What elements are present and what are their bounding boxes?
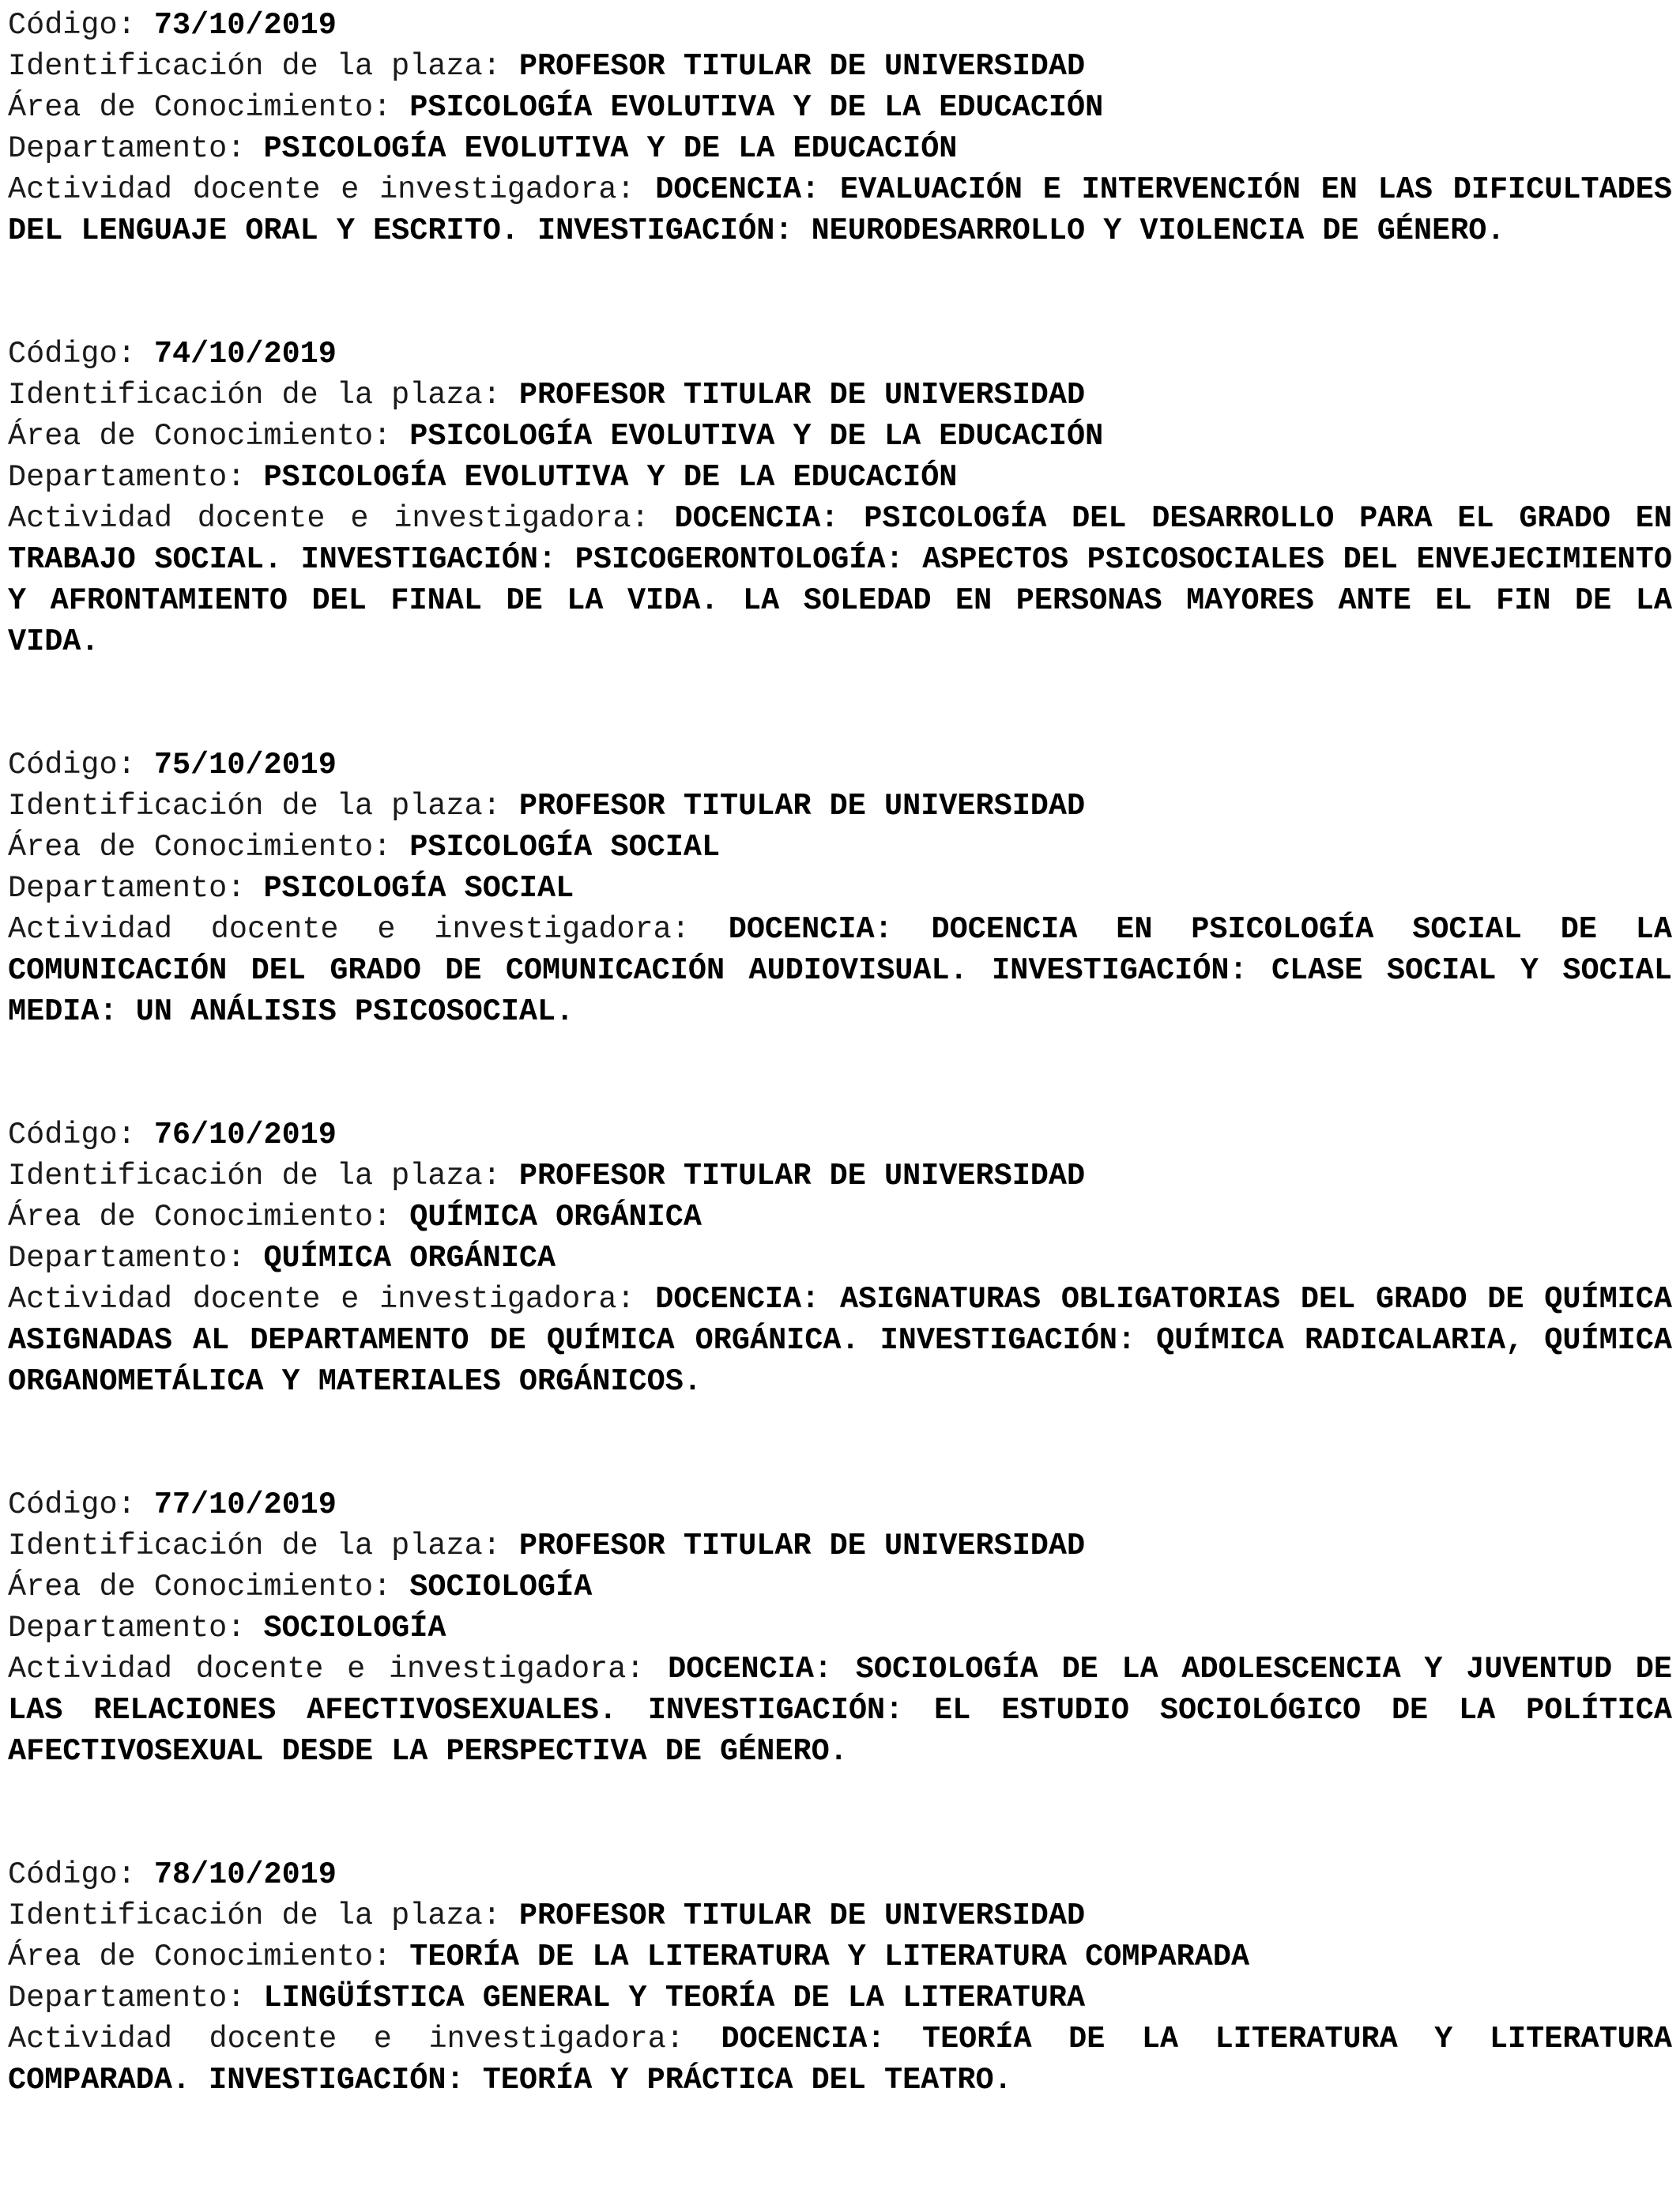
area-line bbox=[8, 87, 1672, 128]
position-entry bbox=[8, 334, 1672, 662]
actividad-line bbox=[8, 909, 1672, 1032]
codigo-label: Código: bbox=[8, 337, 154, 371]
area-line bbox=[8, 827, 1672, 868]
departamento-line bbox=[8, 128, 1672, 169]
identificacion-value: PROFESOR TITULAR DE UNIVERSIDAD bbox=[518, 789, 1086, 824]
departamento-line bbox=[8, 457, 1672, 498]
codigo-value: 77/10/2019 bbox=[153, 1487, 337, 1522]
identificacion-value: PROFESOR TITULAR DE UNIVERSIDAD bbox=[518, 1529, 1086, 1563]
document-body bbox=[8, 5, 1672, 2183]
identificacion-value: PROFESOR TITULAR DE UNIVERSIDAD bbox=[518, 49, 1086, 84]
codigo-label: Código: bbox=[8, 748, 154, 782]
codigo-label: Código: bbox=[8, 1118, 154, 1152]
codigo-value: 76/10/2019 bbox=[153, 1118, 337, 1152]
codigo-value: 75/10/2019 bbox=[153, 748, 337, 782]
departamento-label: Departamento: bbox=[8, 1611, 264, 1646]
position-entry bbox=[8, 1854, 1672, 2101]
codigo-label: Código: bbox=[8, 1857, 154, 1892]
area-value: SOCIOLOGÍA bbox=[409, 1570, 593, 1604]
codigo-value: 78/10/2019 bbox=[153, 1857, 337, 1892]
codigo-line bbox=[8, 745, 1672, 786]
area-label: Área de Conocimiento: bbox=[8, 419, 410, 454]
departamento-value: QUÍMICA ORGÁNICA bbox=[263, 1241, 556, 1276]
identificacion-value: PROFESOR TITULAR DE UNIVERSIDAD bbox=[518, 1159, 1086, 1193]
identificacion-value: PROFESOR TITULAR DE UNIVERSIDAD bbox=[518, 1898, 1086, 1933]
actividad-label: Actividad docente e investigadora: bbox=[8, 912, 729, 947]
identificacion-label: Identificación de la plaza: bbox=[8, 378, 519, 413]
actividad-value: DOCENCIA: TEORÍA DE LA LITERATURA Y LITERATURA COMPARADA. INVESTIGACIÓN: TEORÍA Y PRÁCTICA DEL TEATRO. bbox=[8, 2022, 1672, 2098]
identificacion-line bbox=[8, 1155, 1672, 1197]
departamento-value: PSICOLOGÍA EVOLUTIVA Y DE LA EDUCACIÓN bbox=[263, 131, 958, 166]
area-label: Área de Conocimiento: bbox=[8, 830, 410, 865]
codigo-value: 74/10/2019 bbox=[153, 337, 337, 371]
area-line bbox=[8, 1197, 1672, 1238]
identificacion-value: PROFESOR TITULAR DE UNIVERSIDAD bbox=[518, 378, 1086, 413]
position-entry bbox=[8, 1114, 1672, 1402]
identificacion-label: Identificación de la plaza: bbox=[8, 789, 519, 824]
identificacion-line bbox=[8, 1525, 1672, 1566]
departamento-label: Departamento: bbox=[8, 460, 264, 495]
identificacion-label: Identificación de la plaza: bbox=[8, 1159, 519, 1193]
codigo-line bbox=[8, 1484, 1672, 1525]
position-entry bbox=[8, 745, 1672, 1032]
actividad-value: DOCENCIA: EVALUACIÓN E INTERVENCIÓN EN LAS DIFICULTADES DEL LENGUAJE ORAL Y ESCRITO. INVESTIGACIÓN: NEURODESARROLLO Y VIOLENCIA DE GÉNERO. bbox=[8, 172, 1672, 248]
departamento-value: SOCIOLOGÍA bbox=[263, 1611, 446, 1646]
actividad-line bbox=[8, 1649, 1672, 1772]
area-line bbox=[8, 416, 1672, 457]
departamento-line bbox=[8, 1238, 1672, 1279]
area-value: QUÍMICA ORGÁNICA bbox=[409, 1200, 702, 1235]
actividad-label: Actividad docente e investigadora: bbox=[8, 1282, 656, 1317]
identificacion-line bbox=[8, 1895, 1672, 1936]
identificacion-label: Identificación de la plaza: bbox=[8, 1529, 519, 1563]
identificacion-line bbox=[8, 375, 1672, 416]
area-label: Área de Conocimiento: bbox=[8, 90, 410, 125]
departamento-label: Departamento: bbox=[8, 1981, 264, 2015]
actividad-value: DOCENCIA: PSICOLOGÍA DEL DESARROLLO PARA EL GRADO EN TRABAJO SOCIAL. INVESTIGACIÓN: PSICOGERONTOLOGÍA: ASPECTOS PSICOSOCIALES DEL ENVEJECIMIENTO Y AFRONTAMIENTO DEL FINAL DE LA VIDA. LA SOLEDAD EN PERSONAS MAYORES ANTE EL FIN DE LA VIDA. bbox=[8, 501, 1672, 659]
departamento-label: Departamento: bbox=[8, 131, 264, 166]
actividad-value: DOCENCIA: ASIGNATURAS OBLIGATORIAS DEL GRADO DE QUÍMICA ASIGNADAS AL DEPARTAMENTO DE QUÍMICA ORGÁNICA. INVESTIGACIÓN: QUÍMICA RADICALARIA, QUÍMICA ORGANOMETÁLICA Y MATERIALES ORGÁNICOS. bbox=[8, 1282, 1672, 1399]
position-entry bbox=[8, 1484, 1672, 1772]
departamento-line bbox=[8, 868, 1672, 909]
codigo-label: Código: bbox=[8, 1487, 154, 1522]
identificacion-label: Identificación de la plaza: bbox=[8, 1898, 519, 1933]
departamento-value: PSICOLOGÍA SOCIAL bbox=[263, 871, 574, 906]
actividad-line bbox=[8, 498, 1672, 662]
identificacion-label: Identificación de la plaza: bbox=[8, 49, 519, 84]
area-label: Área de Conocimiento: bbox=[8, 1940, 410, 1974]
codigo-label: Código: bbox=[8, 8, 154, 43]
actividad-line bbox=[8, 1279, 1672, 1402]
actividad-label: Actividad docente e investigadora: bbox=[8, 501, 675, 536]
departamento-line bbox=[8, 1977, 1672, 2019]
actividad-label: Actividad docente e investigadora: bbox=[8, 172, 656, 207]
identificacion-line bbox=[8, 786, 1672, 827]
area-label: Área de Conocimiento: bbox=[8, 1200, 410, 1235]
area-line bbox=[8, 1936, 1672, 1977]
actividad-line bbox=[8, 169, 1672, 251]
codigo-line bbox=[8, 1114, 1672, 1155]
departamento-value: PSICOLOGÍA EVOLUTIVA Y DE LA EDUCACIÓN bbox=[263, 460, 958, 495]
codigo-line bbox=[8, 1854, 1672, 1895]
area-value: PSICOLOGÍA EVOLUTIVA Y DE LA EDUCACIÓN bbox=[409, 419, 1104, 454]
codigo-value: 73/10/2019 bbox=[153, 8, 337, 43]
actividad-label: Actividad docente e investigadora: bbox=[8, 2022, 721, 2056]
area-value: PSICOLOGÍA SOCIAL bbox=[409, 830, 721, 865]
departamento-line bbox=[8, 1608, 1672, 1649]
actividad-value: DOCENCIA: DOCENCIA EN PSICOLOGÍA SOCIAL DE LA COMUNICACIÓN DEL GRADO DE COMUNICACIÓN AUDIOVISUAL. INVESTIGACIÓN: CLASE SOCIAL Y SOCIAL MEDIA: UN ANÁLISIS PSICOSOCIAL. bbox=[8, 912, 1673, 1029]
actividad-label: Actividad docente e investigadora: bbox=[8, 1652, 669, 1687]
codigo-line bbox=[8, 5, 1672, 46]
area-label: Área de Conocimiento: bbox=[8, 1570, 410, 1604]
actividad-line bbox=[8, 2019, 1672, 2101]
position-entry bbox=[8, 5, 1672, 251]
identificacion-line bbox=[8, 46, 1672, 87]
departamento-value: LINGÜÍSTICA GENERAL Y TEORÍA DE LA LITERATURA bbox=[263, 1981, 1086, 2015]
departamento-label: Departamento: bbox=[8, 1241, 264, 1276]
area-line bbox=[8, 1566, 1672, 1608]
departamento-label: Departamento: bbox=[8, 871, 264, 906]
codigo-line bbox=[8, 334, 1672, 375]
area-value: PSICOLOGÍA EVOLUTIVA Y DE LA EDUCACIÓN bbox=[409, 90, 1104, 125]
actividad-value: DOCENCIA: SOCIOLOGÍA DE LA ADOLESCENCIA Y JUVENTUD DE LAS RELACIONES AFECTIVOSEXUALES. INVESTIGACIÓN: EL ESTUDIO SOCIOLÓGICO DE LA POLÍTICA AFECTIVOSEXUAL DESDE LA PERSPECTIVA DE GÉNERO. bbox=[8, 1652, 1673, 1769]
area-value: TEORÍA DE LA LITERATURA Y LITERATURA COMPARADA bbox=[409, 1940, 1250, 1974]
